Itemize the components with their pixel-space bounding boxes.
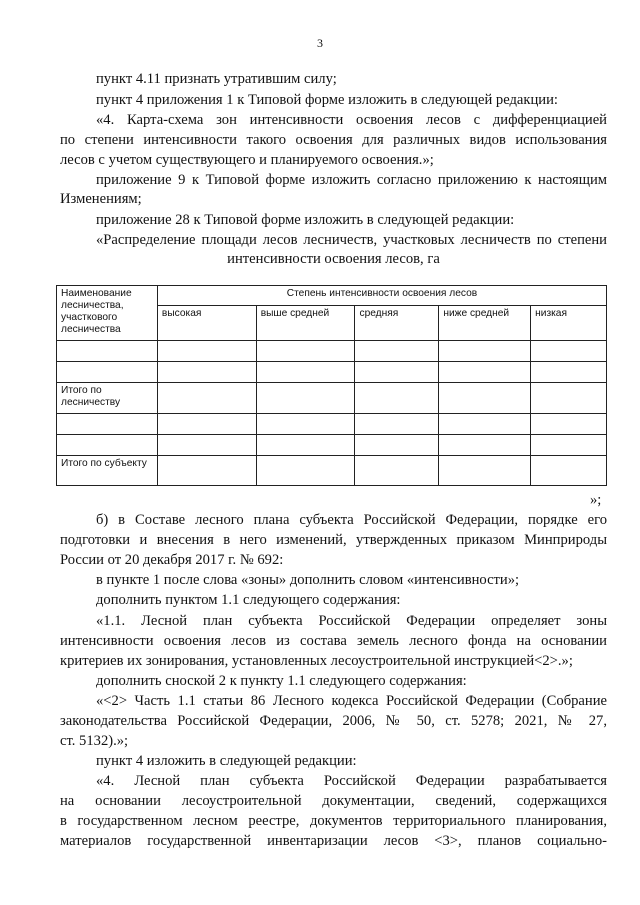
- row-label: [57, 341, 158, 362]
- page-number: 3: [317, 36, 323, 50]
- table-row: [57, 383, 607, 414]
- table-title: интенсивности освоения лесов, га: [227, 251, 440, 267]
- table-row: [57, 362, 607, 383]
- text-line: подготовки и внесения в него изменений, утвержденных приказом Минприроды: [60, 532, 607, 548]
- text-line: законодательства Российской Федерации, 2006, № 50, ст. 5278; 2021, № 27,: [60, 713, 607, 729]
- text-line: на основании лесоустроительной документации, сведений, содержащихся: [60, 793, 607, 809]
- header-group-cell: Степень интенсивности освоения лесов: [157, 286, 606, 306]
- text-line: в пункте 1 после слова «зоны» дополнить словом «интенсивности»;: [96, 572, 520, 588]
- text-line: «Распределение площади лесов лесничеств, участковых лесничеств по степени: [96, 232, 607, 248]
- column-header: низкая: [531, 306, 607, 341]
- text-line: б) в Составе лесного плана субъекта Российской Федерации, порядке его: [96, 512, 607, 528]
- text-line: «4. Карта-схема зон интенсивности освоения лесов с дифференциацией: [96, 112, 607, 128]
- text-line: пункт 4 изложить в следующей редакции:: [96, 753, 357, 769]
- text-line: критериев их зонирования, установленных лесоустроительной инструкцией<2>.»;: [60, 653, 573, 669]
- column-header: выше средней: [256, 306, 355, 341]
- table-row: [57, 414, 607, 435]
- table-row: [57, 435, 607, 456]
- column-header: средняя: [355, 306, 439, 341]
- intensity-table: [56, 285, 607, 486]
- row-label: [57, 414, 158, 435]
- text-line: пункт 4.11 признать утратившим силу;: [96, 71, 337, 87]
- text-line: ст. 5132).»;: [60, 733, 129, 749]
- text-line: «<2> Часть 1.1 статьи 86 Лесного кодекса Российской Федерации (Собрание: [96, 693, 607, 709]
- text-line: лесов с учетом существующего и планируемого освоения.»;: [60, 152, 434, 168]
- table-close-quote: »;: [590, 492, 602, 508]
- row-label: Итого по лесничеству: [57, 383, 158, 414]
- column-header: ниже средней: [439, 306, 531, 341]
- row-label: [57, 362, 158, 383]
- text-line: материалов государственной инвентаризации лесов <3>, планов социально-: [60, 833, 607, 849]
- header-name-cell: Наименование лесничества, участкового лесничества: [57, 286, 158, 341]
- text-line: приложение 28 к Типовой форме изложить в следующей редакции:: [96, 212, 515, 228]
- row-label: [57, 435, 158, 456]
- column-header: высокая: [157, 306, 256, 341]
- text-line: Изменениям;: [60, 191, 142, 207]
- text-line: дополнить пунктом 1.1 следующего содержания:: [96, 592, 401, 608]
- text-line: пункт 4 приложения 1 к Типовой форме изложить в следующей редакции:: [96, 92, 558, 108]
- row-label: Итого по субъекту: [57, 456, 158, 486]
- text-line: России от 20 декабря 2017 г. № 692:: [60, 552, 284, 568]
- text-line: в государственном лесном реестре, документов территориального планирования,: [60, 813, 607, 829]
- text-line: интенсивности освоения лесов из состава земель лесного фонда на основании: [60, 633, 607, 649]
- text-line: по степени интенсивности такого освоения для различных видов использования: [60, 132, 607, 148]
- text-line: приложение 9 к Типовой форме изложить согласно приложению к настоящим: [96, 172, 607, 188]
- text-line: «1.1. Лесной план субъекта Российской Федерации определяет зоны: [96, 613, 607, 629]
- text-line: дополнить сноской 2 к пункту 1.1 следующего содержания:: [96, 673, 467, 689]
- text-line: «4. Лесной план субъекта Российской Федерации разрабатывается: [96, 773, 607, 789]
- table-row: [57, 456, 607, 486]
- table-row: [57, 341, 607, 362]
